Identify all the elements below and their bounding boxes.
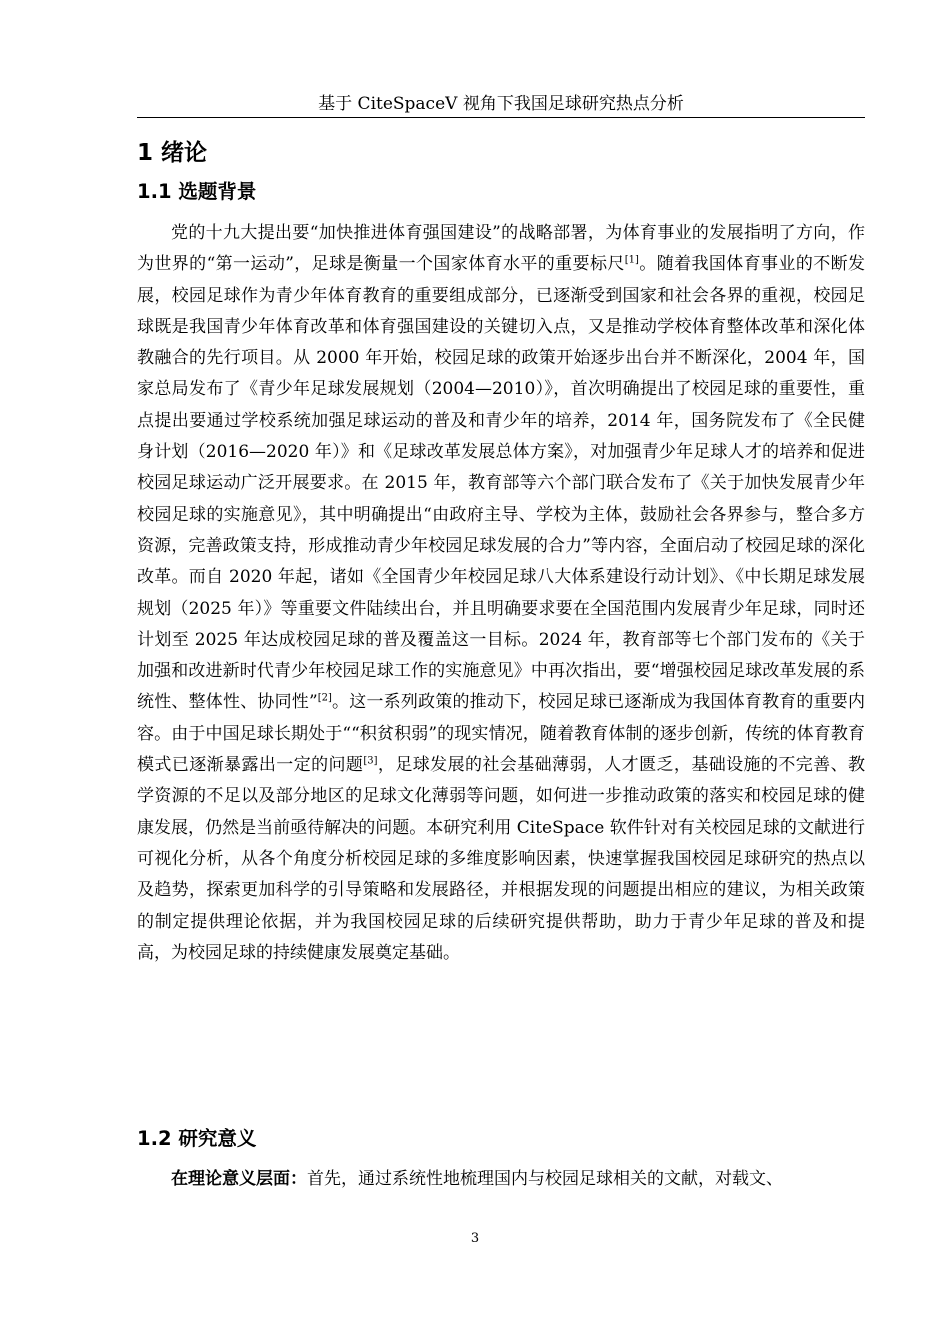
citation-ref: [3] [363,755,378,767]
paragraph-text: 。随着我国体育事业的不断发展，校园足球作为青少年体育教育的重要组成部分，已逐渐受到国家和社会各界的重视，校园足球既是我国青少年体育改革和体育强国建设的关键切入点，又是推动学校体育整体改革和深化体教融合的先行项目。从 2000 年开始，校园足球的政策开始逐步出台并不断深化，2004 年，国家总局发布了《青少年足球发展规划（2004—2010）》，首次明确提出了校园足球的重要性，重点提出要通过学校系统加强足球运动的普及和青少年的培养，2014 年，国务院发布了《全民健身计划（2016—2020 年）》和《足球改革发展总体方案》，对加强青少年足球人才的培养和促进校园足球运动广泛开展要求。在 2015 年，教育部等六个部门联合发布了《关于加快发展青少年校园足球的实施意见》，其中明确提出“由政府主导、学校为主体，鼓励社会各界参与，整合多方资源，完善政策支持，形成推动青少年校园足球发展的合力”等内容，全面启动了校园足球的深化改革。而自 2020 年起，诸如《全国青少年校园足球八大体系建设行动计划》、《中长期足球发展规划（2025 年）》等重要文件陆续出台，并且明确要求要在全国范围内发展青少年足球，同时还计划至 2025 年达成校园足球的普及覆盖这一目标。2024 年，教育部等七个部门发布的《关于加强和改进新时代青少年校园足球工作的实施意见》中再次指出，要“增强校园足球改革发展的系统性、整体性、协同性” [137,254,865,713]
paragraph-text: 党的十九大提出要“加快推进体育强国建设”的战略部署，为体育事业的发展指明了方向，作为世界的“第一运动”，足球是衡量一个国家体育水平的重要标尺 [137,223,865,275]
paragraph-text: ，足球发展的社会基础薄弱，人才匮乏，基础设施的不完善、教学资源的不足以及部分地区的足球文化薄弱等问题，如何进一步推动政策的落实和校园足球的健康发展，仍然是当前亟待解决的问题。本研究利用 CiteSpace 软件针对有关校园足球的文献进行可视化分析，从各个角度分析校园足球的多维度影响因素，快速掌握我国校园足球研究的热点以及趋势，探索更加科学的引导策略和发展路径，并根据发现的问题提出相应的建议，为相关政策的制定提供理论依据，并为我国校园足球的后续研究提供帮助，助力于青少年足球的普及和提高，为校园足球的持续健康发展奠定基础。 [137,755,866,963]
paragraph-text: 。这一系列政策的推动下，校园足球已逐渐成为我国体育教育的重要内容。由于中国足球长期处于““积贫积弱”的现实情况，随着教育体制的逐步创新，传统的体育教育模式已逐渐暴露出一定的问题 [137,692,866,776]
header-divider [137,117,865,118]
page-number: 3 [470,1231,480,1246]
citation-ref: [1] [624,254,639,266]
section-heading-background: 1.1 选题背景 [137,180,257,203]
chapter-heading: 1 绪论 [137,140,208,166]
running-header: 基于 CiteSpaceV 视角下我国足球研究热点分析 [318,94,684,114]
significance-paragraph [137,1164,865,1195]
background-paragraph [137,218,865,969]
bold-lead-in: 在理论意义层面： [171,1169,307,1189]
section-heading-significance: 1.2 研究意义 [137,1127,257,1150]
paragraph-text: 首先，通过系统性地梳理国内与校园足球相关的文献，对载文、 [307,1169,783,1189]
citation-ref: [2] [317,692,332,704]
